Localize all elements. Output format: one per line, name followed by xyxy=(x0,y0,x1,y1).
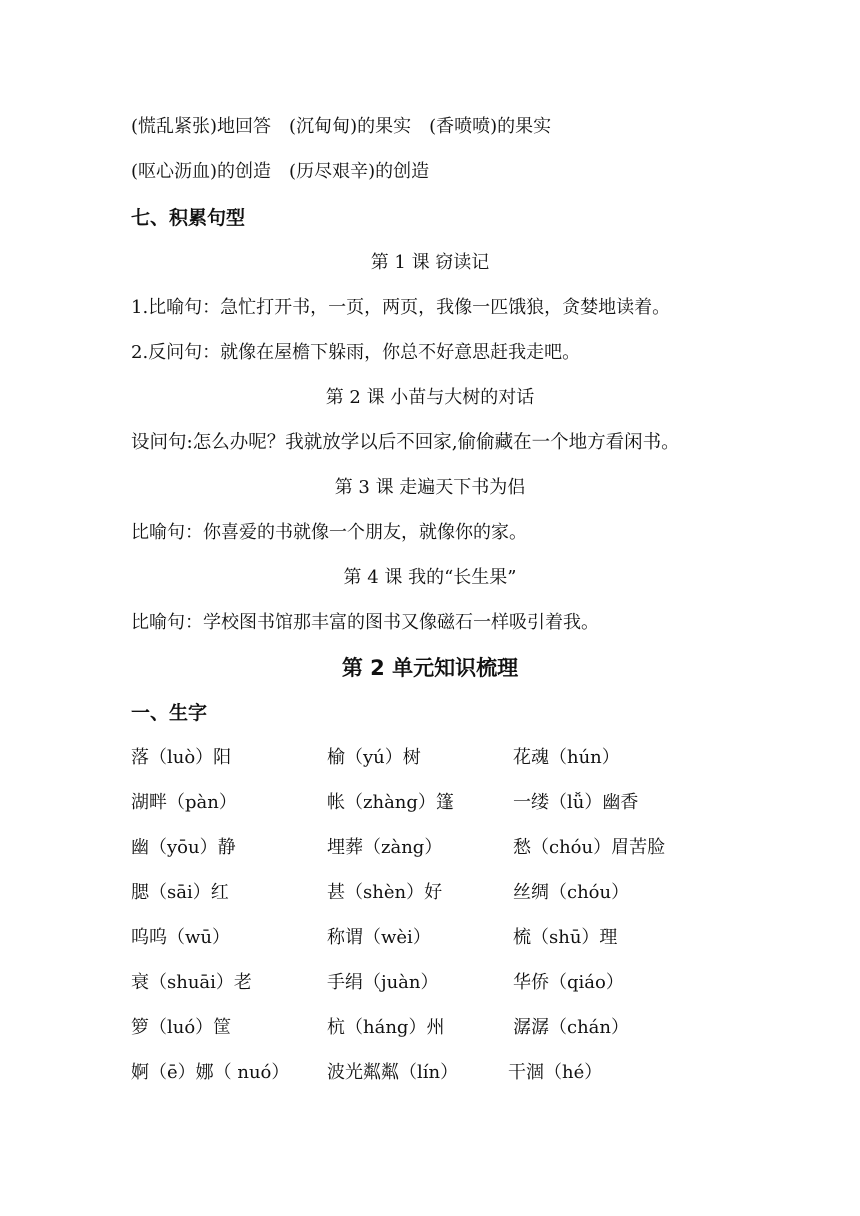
unit-title: 第 2 单元知识梳理 xyxy=(341,656,519,680)
char-entry: 称谓（wèi） xyxy=(327,927,431,948)
char-entry: 箩（luó）筐 xyxy=(131,1017,232,1038)
char-entry: 衰（shuāi）老 xyxy=(131,972,252,993)
phrase-line-2: (呕心沥血)的创造 (历尽艰辛)的创造 xyxy=(131,161,430,182)
char-entry: 花魂（hún） xyxy=(513,747,620,768)
char-entry: 杭（háng）州 xyxy=(327,1017,445,1038)
char-entry: 幽（yōu）静 xyxy=(131,837,236,858)
char-entry: 婀（ē）娜（ nuó） xyxy=(131,1062,290,1083)
lesson-title-4: 第 4 课 我的“长生果” xyxy=(343,567,517,588)
char-entry: 呜呜（wū） xyxy=(131,927,230,948)
char-entry: 潺潺（chán） xyxy=(513,1017,629,1038)
sentence-1-2: 2.反问句：就像在屋檐下躲雨，你总不好意思赶我走吧。 xyxy=(131,342,581,363)
sentence-3-1: 比喻句：你喜爱的书就像一个朋友，就像你的家。 xyxy=(131,522,527,543)
section-heading-sentence-patterns: 七、积累句型 xyxy=(131,207,246,229)
char-row xyxy=(0,1016,860,1040)
char-entry: 波光粼粼（lín） xyxy=(327,1062,459,1083)
sentence-4-1: 比喻句：学校图书馆那丰富的图书又像磁石一样吸引着我。 xyxy=(131,612,599,633)
char-entry: 甚（shèn）好 xyxy=(327,882,443,903)
char-entry: 华侨（qiáo） xyxy=(513,972,624,993)
char-entry: 一缕（lǚ）幽香 xyxy=(513,792,639,813)
sentence-2-1: 设问句:怎么办呢？我就放学以后不回家,偷偷藏在一个地方看闲书。 xyxy=(131,432,680,453)
char-row xyxy=(0,791,860,815)
sentence-1-1: 1.比喻句：急忙打开书，一页，两页，我像一匹饿狼，贪婪地读着。 xyxy=(131,297,671,318)
char-entry: 腮（sāi）红 xyxy=(131,882,229,903)
char-entry: 梳（shū）理 xyxy=(513,927,618,948)
lesson-title-2: 第 2 课 小苗与大树的对话 xyxy=(325,387,535,408)
char-entry: 埋葬（zàng） xyxy=(327,837,443,858)
char-entry: 愁（chóu）眉苦脸 xyxy=(513,837,666,858)
char-row xyxy=(0,1061,860,1085)
lesson-title-1: 第 1 课 窃读记 xyxy=(370,252,490,273)
char-entry: 落（luò）阳 xyxy=(131,747,232,768)
char-entry: 干涸（hé） xyxy=(508,1062,603,1083)
char-entry: 帐（zhàng）篷 xyxy=(327,792,454,813)
char-row xyxy=(0,926,860,950)
char-entry: 榆（yú）树 xyxy=(327,747,421,768)
char-entry: 丝绸（chóu） xyxy=(513,882,630,903)
char-row xyxy=(0,881,860,905)
char-entry: 湖畔（pàn） xyxy=(131,792,237,813)
char-entry: 手绢（juàn） xyxy=(327,972,439,993)
phrase-line-1: (慌乱紧张)地回答 (沉甸甸)的果实 (香喷喷)的果实 xyxy=(131,116,552,137)
lesson-title-3: 第 3 课 走遍天下书为侣 xyxy=(334,477,526,498)
char-row xyxy=(0,971,860,995)
char-row xyxy=(0,746,860,770)
char-row xyxy=(0,836,860,860)
section-heading-new-characters: 一、生字 xyxy=(131,702,208,724)
